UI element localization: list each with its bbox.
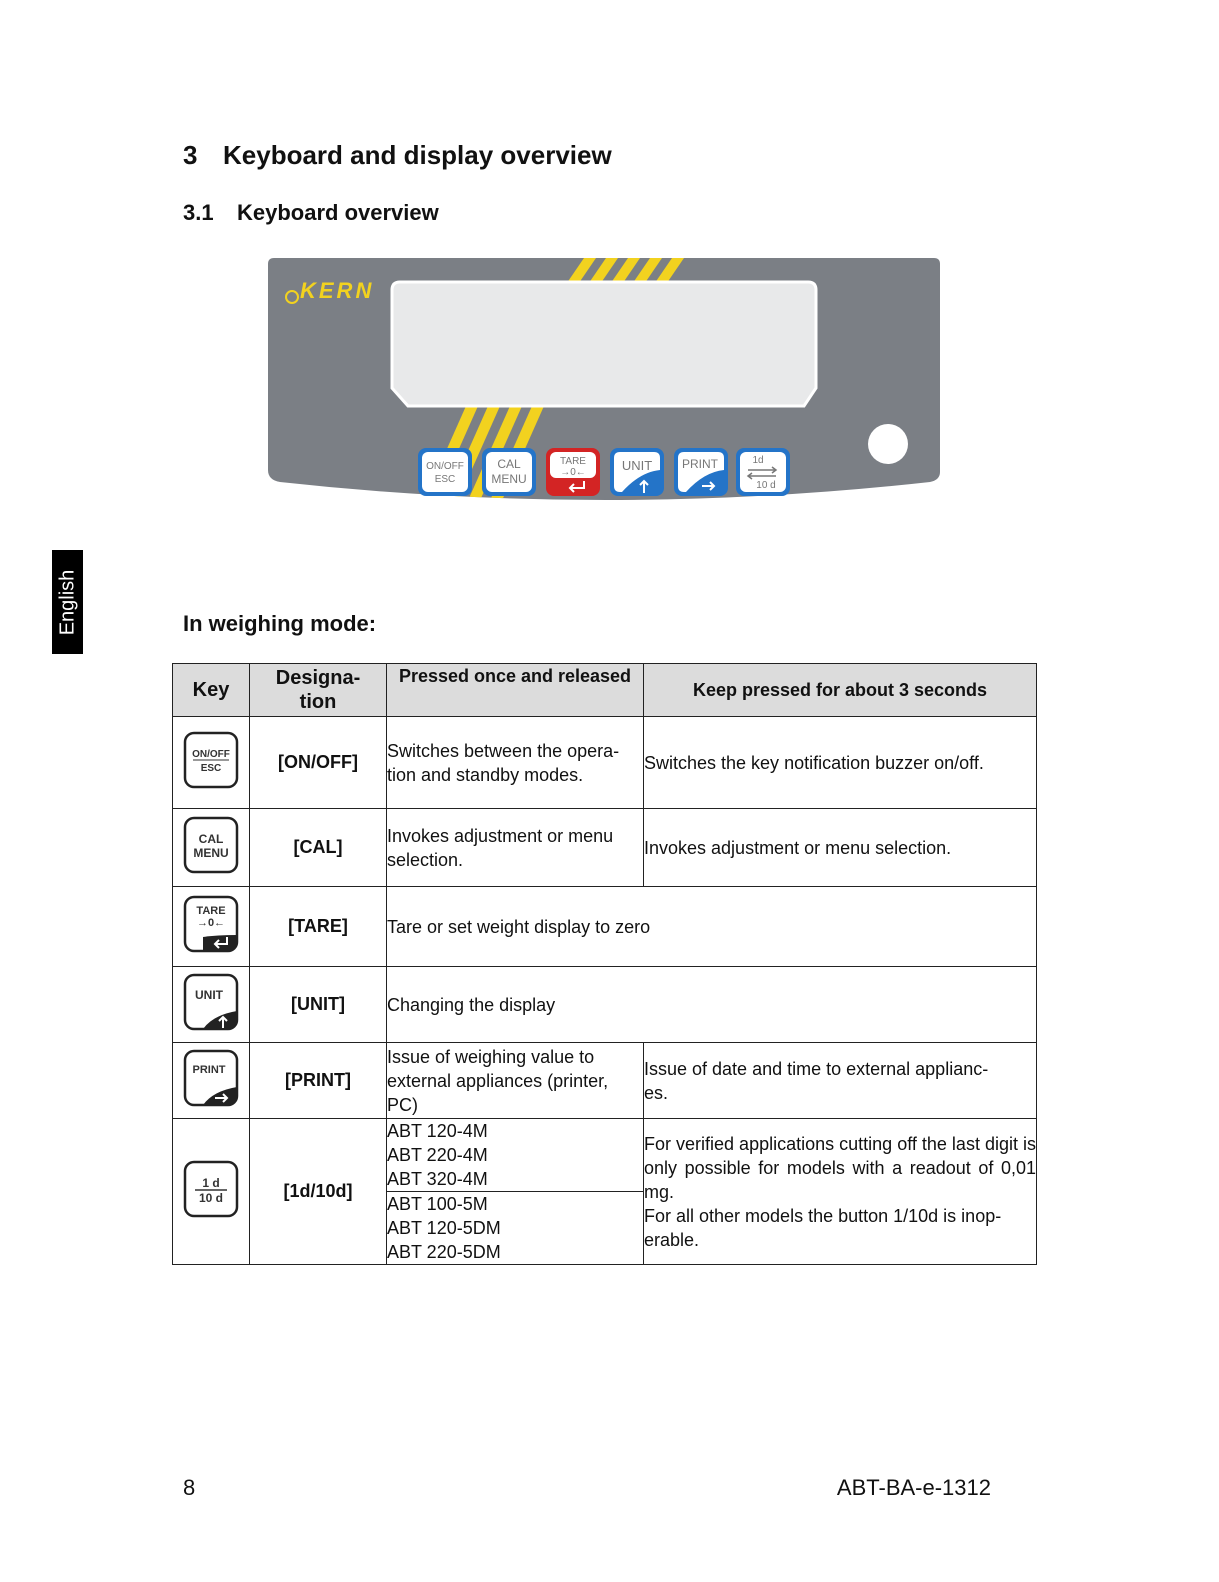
panel-button-1d10d[interactable] [736,448,790,496]
cal-key-icon-bottom: MENU [193,846,229,860]
key-icon-cell [173,717,250,809]
panel-button-cal-top: CAL [497,457,521,471]
section-number: 3 [183,140,198,170]
panel-button-print-label: PRINT [682,457,718,471]
designation-cell: [PRINT] [250,1043,387,1119]
document-id: ABT-BA-e-1312 [836,1475,991,1500]
onoff-key-icon-bottom: ESC [200,763,222,774]
key-icon-cell [173,887,250,967]
keep-pressed-cell: Switches the key notification buzzer on/off. [644,717,1037,809]
table-row [173,1043,1037,1119]
header-keep-pressed: Keep pressed for about 3 seconds [644,664,1037,717]
tare-key-icon-top: TARE [196,905,226,917]
designation-cell: [1d/10d] [250,1119,387,1265]
header-designation: Designa- tion [250,664,387,717]
1d10d-key-icon-top: 1 d [202,1176,220,1190]
subsection-number: 3.1 [183,200,214,225]
keep-pressed-cell: For verified applications cutting off the last digit is only possible for models with a readout of 0,01 mg. For all other models the button 1/10d is inop- erable. [644,1119,1037,1265]
unit-key-icon [183,973,239,1031]
panel-button-cal-bottom: MENU [491,472,527,486]
panel-button-tare-bottom: →0← [560,467,586,478]
language-tab-label: English [56,569,79,635]
table-row [173,809,1037,887]
panel-button-onoff[interactable] [418,448,472,496]
panel-button-cal[interactable] [482,448,536,496]
models-cell-4m [387,1119,644,1192]
panel-button-onoff-top: ON/OFF [426,461,464,472]
panel-button-unit[interactable] [610,448,664,496]
section-title: Keyboard and display overview [223,140,612,170]
header-pressed-once: Pressed once and released [387,664,644,717]
keep-pressed-cell: Issue of date and time to external applianc- es. [644,1043,1037,1119]
key-function-table [172,663,1037,1265]
print-key-icon [183,1049,239,1107]
panel-button-1d10d-bottom: 10 d [756,480,776,491]
subsection-heading [183,200,439,226]
tare-key-icon-bottom: →0← [196,917,226,929]
onoff-key-icon-top: ON/OFF [192,749,230,760]
keep-pressed-cell: Invokes adjustment or menu selection. [644,809,1037,887]
pressed-once-cell: Switches between the opera- tion and standby modes. [387,717,644,809]
keyboard-panel-image [266,256,942,514]
model-item: ABT 100-5M [387,1194,488,1214]
panel-button-print[interactable] [674,448,728,496]
panel-button-1d10d-top: 1d [752,455,764,466]
designation-cell: [CAL] [250,809,387,887]
header-key: Key [173,664,250,717]
weighing-mode-heading: In weighing mode: [183,611,377,636]
models-cell-5m [387,1192,644,1265]
table-row [173,717,1037,809]
key-icon-cell [173,809,250,887]
model-item: ABT 220-4M [387,1145,488,1165]
panel-button-tare-top: TARE [560,456,586,467]
key-icon-cell [173,1119,250,1265]
designation-cell: [UNIT] [250,967,387,1043]
panel-button-unit-label: UNIT [621,458,653,473]
level-indicator [868,424,908,464]
model-item: ABT 320-4M [387,1169,488,1189]
unit-key-icon-label: UNIT [195,988,223,1002]
pressed-once-cell: Issue of weighing value to external appliances (printer, PC) [387,1043,644,1119]
print-key-icon-label: PRINT [192,1064,226,1076]
table-row [173,1119,1037,1192]
table-header-row [173,664,1037,717]
model-item: ABT 220-5DM [387,1242,501,1262]
brand-logo: KERN [300,278,375,303]
model-item: ABT 120-5DM [387,1218,501,1238]
table-row [173,887,1037,967]
onoff-key-icon [183,731,239,789]
key-icon-cell [173,1043,250,1119]
designation-cell: [TARE] [250,887,387,967]
model-item: ABT 120-4M [387,1121,488,1141]
table-row [173,967,1037,1043]
pressed-once-cell: Invokes adjustment or menu selection. [387,809,644,887]
1d10d-key-icon-bottom: 10 d [198,1191,224,1205]
key-icon-cell [173,967,250,1043]
function-cell: Tare or set weight display to zero [387,887,1037,967]
subsection-title: Keyboard overview [237,200,439,225]
cal-key-icon-top: CAL [198,832,224,846]
panel-button-onoff-bottom: ESC [434,474,456,485]
function-cell: Changing the display [387,967,1037,1043]
panel-button-tare[interactable] [546,448,600,496]
cal-key-icon [183,816,239,874]
language-tab [52,550,83,654]
page-number: 8 [183,1475,196,1500]
designation-cell: [ON/OFF] [250,717,387,809]
1d10d-key-icon [183,1160,239,1218]
tare-key-icon [183,895,239,953]
section-heading [183,140,612,171]
